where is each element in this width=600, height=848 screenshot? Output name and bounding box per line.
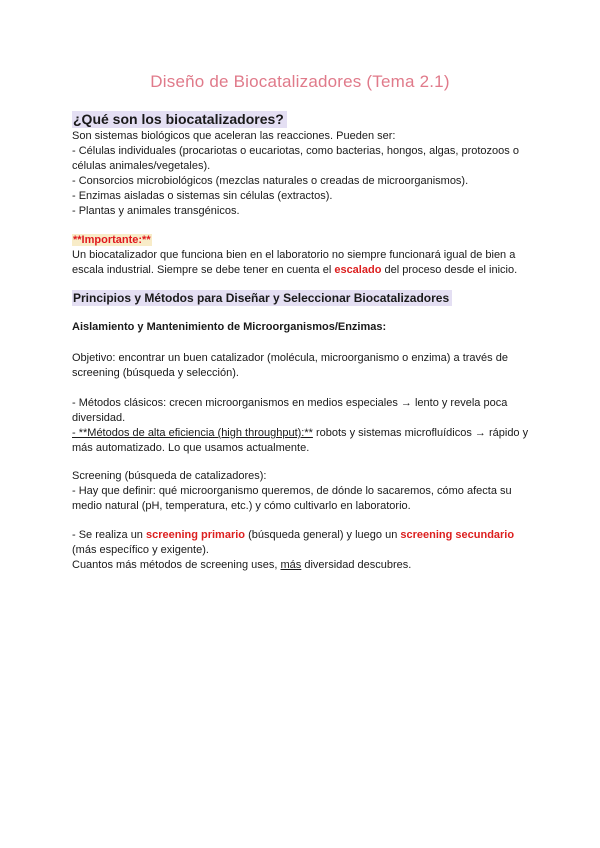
screening-title: Screening (búsqueda de catalizadores): [72,470,267,482]
high-throughput-methods: - **Métodos de alta eficiencia (high throughput):** robots y sistemas microfluídicos → rápido y más automatizado. Lo que usamos actualmente. [72,427,529,454]
diversity-sentence: Cuantos más métodos de screening uses, más diversidad descubres. [72,559,412,571]
section-heading-biocatalizadores: ¿Qué son los biocatalizadores? [72,111,287,128]
list-item: - Plantas y animales transgénicos. [72,205,240,217]
screening-define: - Hay que definir: qué microorganismo queremos, de dónde lo sacaremos, cómo afecta su medio natural (pH, temperatura, etc.) y cómo cultivarlo en laboratorio. [72,485,512,512]
section1-body [72,129,532,219]
important-note [72,233,532,278]
screening-primario-highlight: screening primario [145,529,246,541]
screening-paragraph [72,469,532,514]
methods-paragraph [72,396,532,456]
screening-secundario-highlight: screening secundario [400,529,515,541]
objective-paragraph: Objetivo: encontrar un buen catalizador (molécula, microorganismo o enzima) a través de screening (búsqueda y selección). [72,352,508,379]
subheading-aislamiento: Aislamiento y Mantenimiento de Microorganismos/Enzimas: [72,321,387,333]
list-item: - Consorcios microbiológicos (mezclas naturales o creadas de microorganismos). [72,175,469,187]
classic-methods: - Métodos clásicos: crecen microorganismos en medios especiales → lento y revela poca diversidad. [72,397,508,424]
escalado-highlight: escalado [334,264,382,276]
document-title: Diseño de Biocatalizadores (Tema 2.1) [150,72,450,91]
section1-intro: Son sistemas biológicos que aceleran las reacciones. Pueden ser: [72,130,396,142]
important-text: Un biocatalizador que funciona bien en el laboratorio no siempre funcionará igual de bien a escala industrial. Siempre se debe tener en cuenta el escalado del proceso desde el inicio. [72,249,518,276]
list-item: - Células individuales (procariotas o eucariotas, como bacterias, hongos, algas, protozoos o células animales/vegetales). [72,145,519,172]
screening-levels: - Se realiza un screening primario (búsqueda general) y luego un screening secundario (más específico y exigente). [72,529,515,556]
important-label: **Importante:** [73,234,151,246]
list-item: - Enzimas aisladas o sistemas sin células (extractos). [72,190,333,202]
screening-levels-paragraph [72,528,532,573]
section-heading-principios: Principios y Métodos para Diseñar y Seleccionar Biocatalizadores [72,290,452,306]
